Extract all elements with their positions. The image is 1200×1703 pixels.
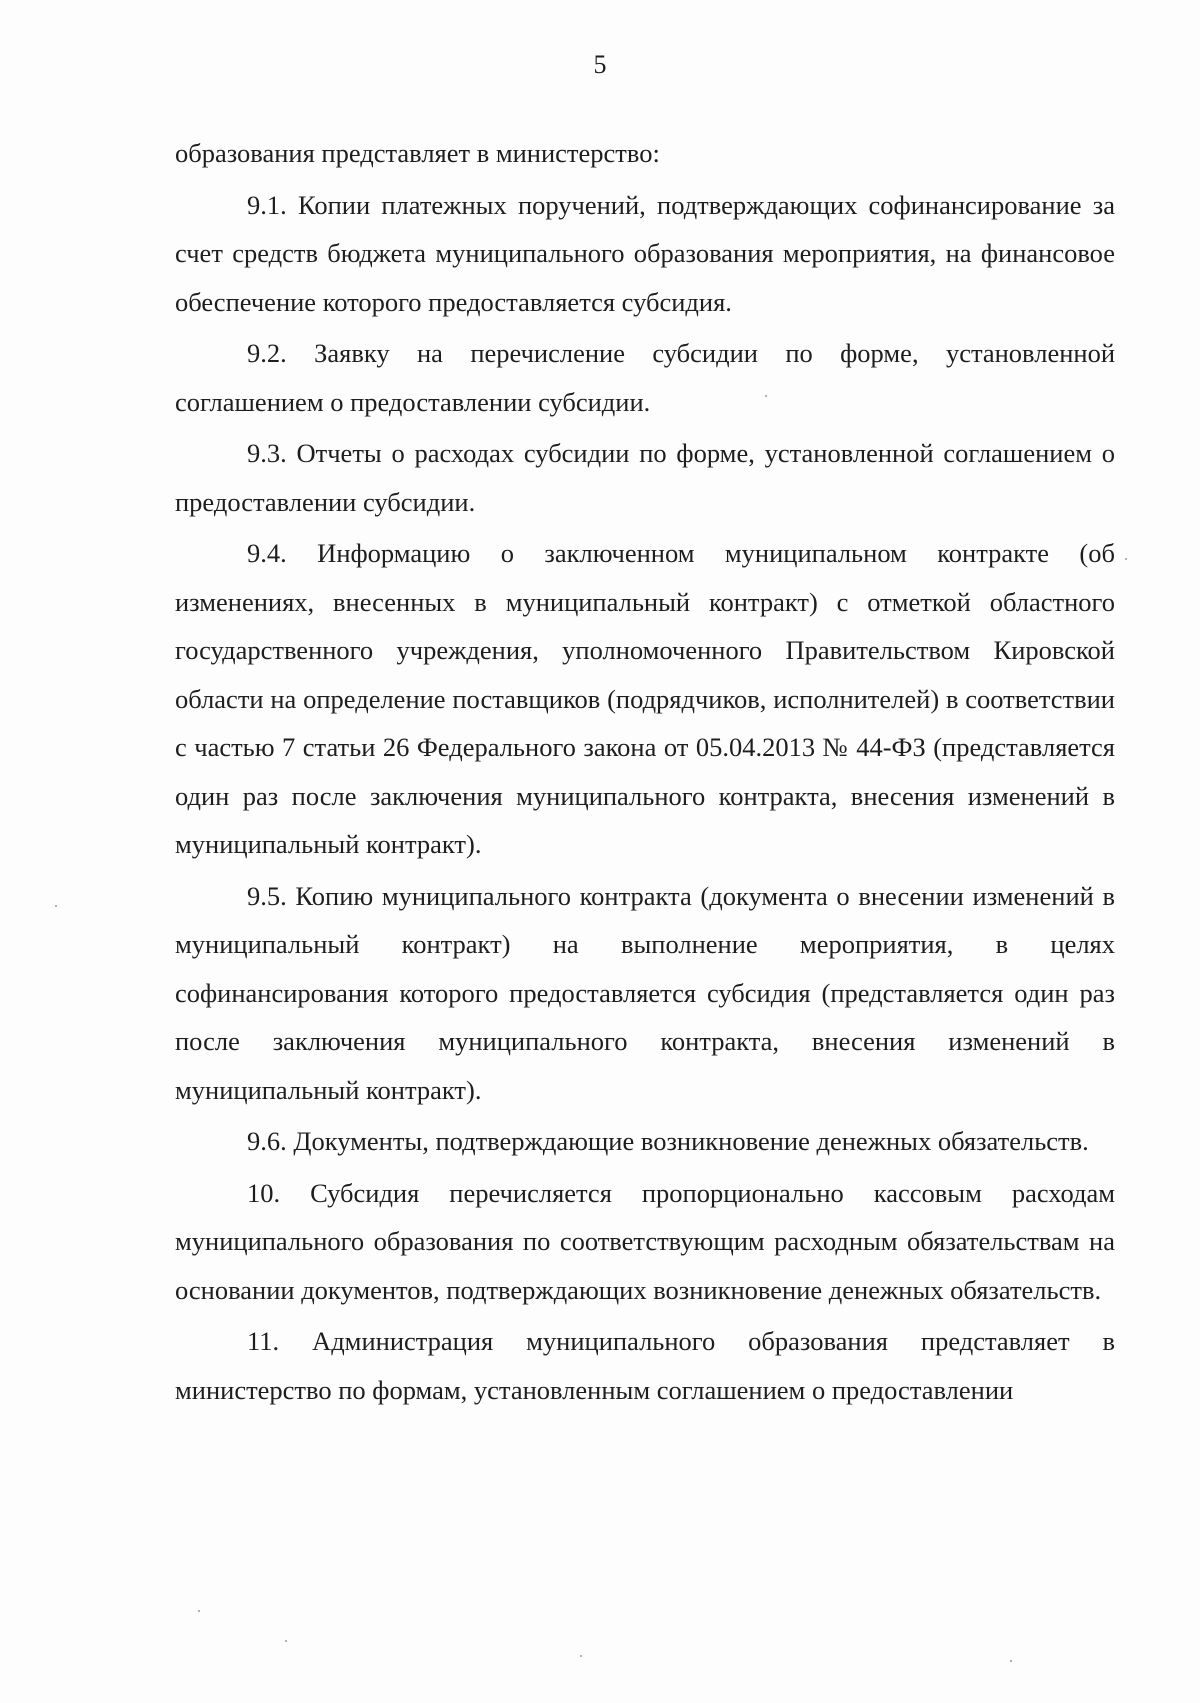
scan-speck xyxy=(55,905,57,907)
scan-speck xyxy=(580,1655,582,1657)
paragraph-9-2: 9.2. Заявку на перечисление субсидии по форме, установленной соглашением о предоставлении субсидии. xyxy=(175,338,1115,417)
page-number: 5 xyxy=(593,50,607,79)
paragraph-9-4: 9.4. Информацию о заключенном муниципальном контракте (об изменениях, внесенных в муниципальный контракт) с отметкой областного государственного учреждения, уполномоченного Правительством Кировской области на определение поставщиков (подрядчиков, исполнителей) в соответствии с частью 7 статьи 26 Федерального закона от 05.04.2013 № 44-ФЗ (представляется один раз после заключения муниципального контракта, внесения изменений в муниципальный контракт). xyxy=(175,538,1115,859)
paragraph-11: 11. Администрация муниципального образования представляет в министерство по формам, установленным соглашением о предоставлении xyxy=(175,1326,1115,1405)
scan-speck xyxy=(198,1610,200,1612)
document-body xyxy=(175,129,1115,1414)
paragraph-continuation: образования представляет в министерство: xyxy=(175,138,660,168)
scan-speck xyxy=(285,1640,287,1642)
scan-speck xyxy=(765,395,767,397)
paragraph-10: 10. Субсидия перечисляется пропорционально кассовым расходам муниципального образования по соответствующим расходным обязательствам на основании документов, подтверждающих возникновение денежных обязательств. xyxy=(175,1177,1115,1305)
scan-speck xyxy=(1125,558,1127,560)
paragraph-9-1: 9.1. Копии платежных поручений, подтверждающих софинансирование за счет средств бюджета муниципального образования мероприятия, на финансовое обеспечение которого предоставляется субсидия. xyxy=(175,189,1115,317)
paragraph-9-3: 9.3. Отчеты о расходах субсидии по форме, установленной соглашением о предоставлении субсидии. xyxy=(175,438,1115,517)
paragraph-9-6: 9.6. Документы, подтверждающие возникновение денежных обязательств. xyxy=(247,1126,1089,1156)
scan-speck xyxy=(1010,1660,1012,1662)
paragraph-9-5: 9.5. Копию муниципального контракта (документа о внесении изменений в муниципальный контракт) на выполнение мероприятия, в целях софинансирования которого предоставляется субсидия (представляется один раз после заключения муниципального контракта, внесения изменений в муниципальный контракт). xyxy=(175,880,1115,1105)
